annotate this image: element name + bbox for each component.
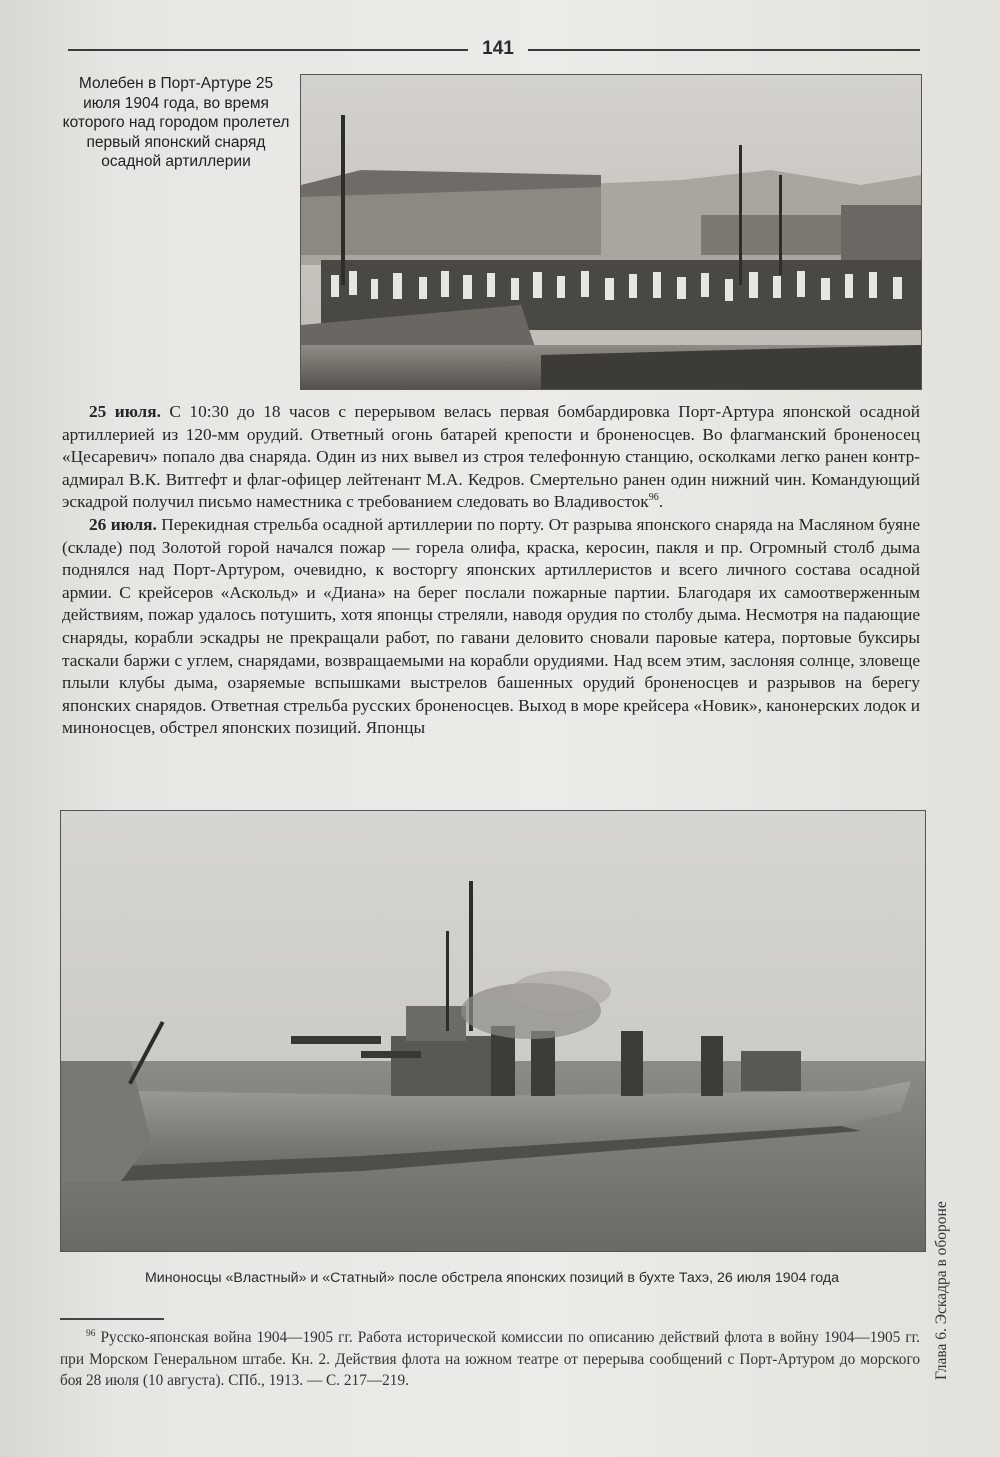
bottom-photo-caption: Миноносцы «Властный» и «Статный» после обстрела японских позиций в бухте Тахэ, 26 июля 1904 года [144, 1270, 840, 1286]
moleben-photo [300, 74, 922, 390]
footnote-number: 96 [86, 1329, 96, 1339]
moleben-photo-image [301, 75, 921, 389]
paragraph-july-26 [62, 514, 920, 740]
top-photo-caption: Молебен в Порт-Артуре 25 июля 1904 года, во время которого над городом пролетел первый японский снаряд осадной артиллерии [62, 75, 290, 170]
date-heading: 25 июля. [89, 402, 161, 421]
paragraph-text: С 10:30 до 18 часов с перерывом велась первая бомбардировка Порт-Артура японской осадной артиллерией из 120-мм орудий. Ответный огонь батарей крепости и броненосцев. Во флагманский броненосец «Цесаревич» попало два снаряда. Один из них вывел из строя телефонную станцию, осколками легко ранен контр-адмирал В.К. Витгефт и флаг-офицер лейтенант М.А. Кедров. Смертельно ранен один нижний чин. Командующий эскадрой получил письмо наместника с требованием следовать во Владивосток [62, 402, 920, 512]
date-heading: 26 июля. [89, 514, 157, 534]
footnote [60, 1324, 920, 1392]
destroyers-photo-image [61, 811, 925, 1251]
footnote-body: Русско-японская война 1904—1905 гг. Работа исторической комиссии по описанию действий флота в войну 1904—1905 гг. при Морском Генеральном штабе. Кн. 2. Действия флота на южном театре от перерыва сообщений с Порт-Артуром до морского боя 28 июля (10 августа). СПб., 1913. — С. 217—219. [60, 1329, 920, 1390]
header-rule-left [68, 49, 468, 51]
header-rule-right [528, 49, 920, 51]
paragraph-end: . [658, 492, 664, 512]
paragraph-text: Перекидная стрельба осадной артиллерии по порту. От разрыва японского снаряда на Масляном буяне (складе) под Золотой горой начался пожар — горела олифа, краска, керосин, пакля и пр. Огромный столб дыма поднялся над Порт-Артуром, очевидно, к восторгу японских артиллеристов и всего личного состава осадной армии. С крейсеров «Аскольд» и «Диана» на берег послали пожарные партии. Благодаря их самоотверженным действиям, пожар удалось потушить, хотя японцы стреляли, наводя орудия по столбу дыма. Несмотря на падающие снаряды, корабли эскадры не прекращали работ, по гавани деловито сновали паровые катера, портовые буксиры таскали баржи с углем, снарядами, возвращаемыми на корабли орудиями. Над всем этим, заслоняя солнце, зловеще плыли клубы дыма, озаряемые вспышками выстрелов башенных орудий броненосцев и разрывов на берегу японских снарядов. Ответная стрельба русских броненосцев. Выход в море крейсера «Новик», канонерских лодок и миноносцев, обстрел японских позиций. Японцы [62, 514, 921, 738]
paragraph-july-25 [62, 401, 920, 514]
running-head: Глава 6. Эскадра в обороне [933, 1201, 950, 1380]
footnote-rule [60, 1318, 164, 1320]
destroyers-photo [60, 810, 926, 1252]
page-number: 141 [482, 38, 514, 59]
body-text [62, 401, 920, 740]
footnote-ref[interactable]: 96 [648, 492, 659, 504]
footnote-text [60, 1324, 920, 1392]
